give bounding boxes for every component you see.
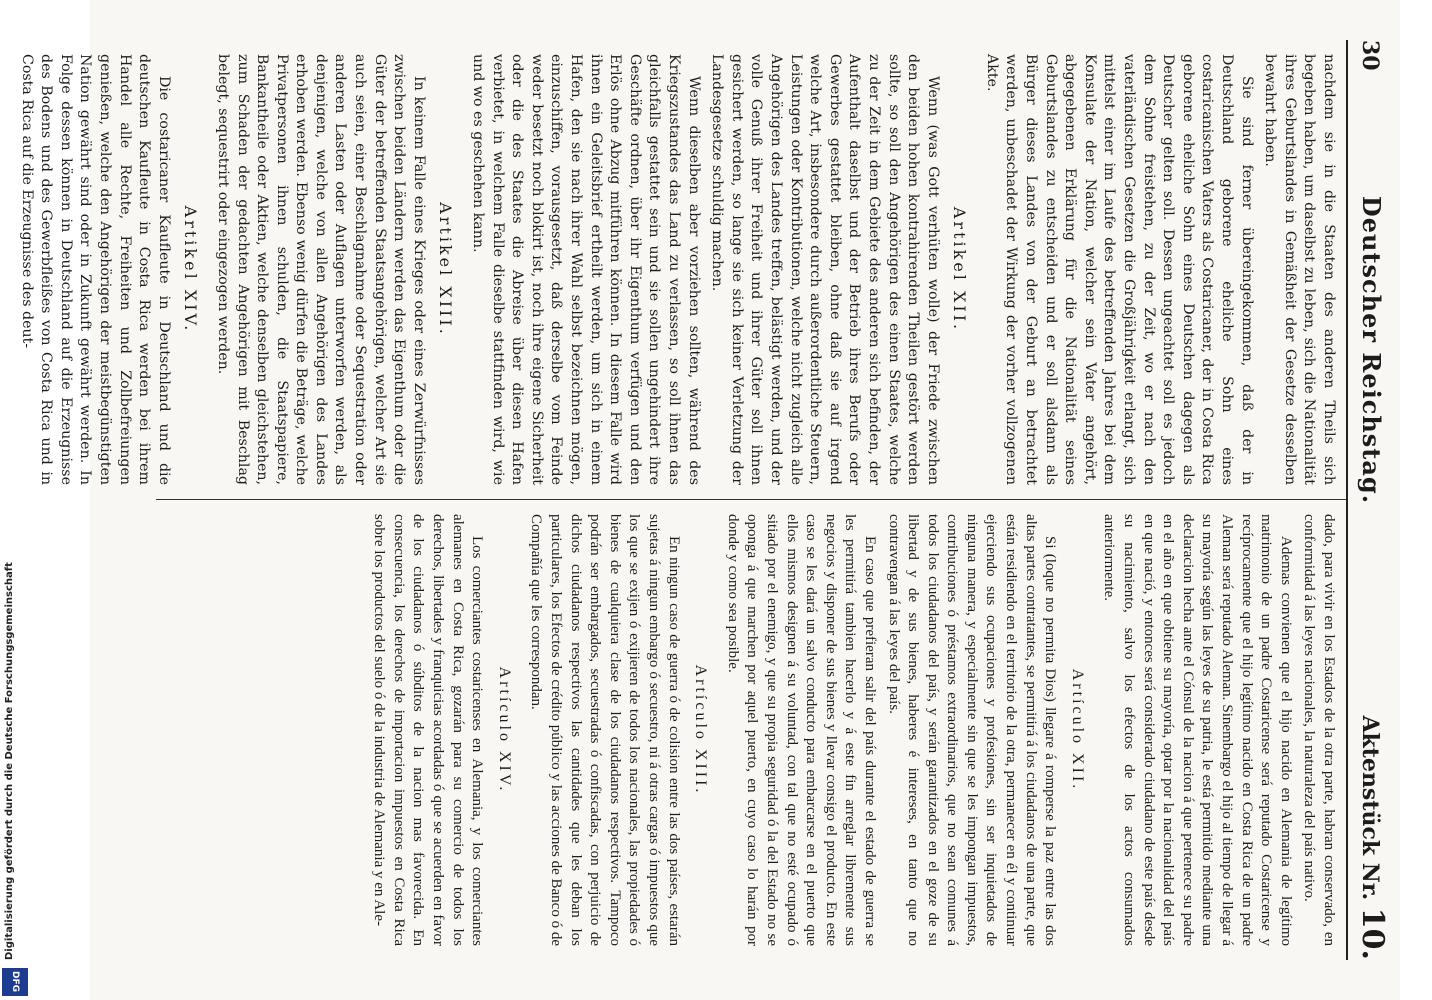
page-title: Deutscher Reichstag. [1357,195,1386,505]
dfg-logo: DFG [2,968,28,996]
page-header [1346,40,1390,960]
german-article-heading: Artikel XII. [950,206,970,333]
german-paragraph: Wenn dieselben aber vorziehen sollten, während des Kriegszustandes das Land zu verlassen, so soll ihnen das gleichfalls gestattet sein und sie sollen ungehindert ihre Geschäfte ordnen, über ihr Eigenthum verfügen und den Erlös ohne Abzug mitführen können. In diesem Falle wird ihnen ein Geleitsbrief ertheilt werden, um sich in einem Hafen, den sie nach ihrer Wahl selbst bezeichnen mögen, einzuschiffen, vorausgesetzt, daß derselbe vom Feinde weder besetzt noch blokirt ist, noch ihre eigene Sicherheit oder die des Staates die Abreise über diesen Hafen verbietet, in welchem Falle dieselbe stattfinden wird, wie und wo es geschehen kann. [470,54,702,485]
text-columns [18,40,1346,960]
german-paragraph: nachdem sie in die Staaten des anderen Theils sich begeben haben, um daselbst zu leben, sich die Nationalität ihres Geburtslandes in Gemäßheit der Gesetze desselben bewahrt haben. [1262,54,1337,485]
document-reference [1355,600,1390,960]
spanish-article-heading: Artículo XII. [1068,668,1086,792]
page-number: 30 [1357,40,1383,71]
document-page [18,0,1400,1000]
german-column [18,40,1346,500]
digitization-credit: Digitalisierung gefördert durch die Deutsche Forschungsgemeinschaft [4,562,15,960]
spanish-paragraph: Los comerciantes costaricenses en Alemania, y los comerciantes alemanes en Costa Rica, gozarán para su comercio de todos los derechos, libertades y franquicias acordadas ó que se acuerden en favor de los ciudadanos ó súbditos de la nacion mas favorecida. En consecuencia, los derechos de importacion impuestos en Costa Rica sobre los productos del suelo ó de la industria de Alemania y en Ale- [371,514,486,946]
spanish-article-heading: Artículo XIV. [495,666,513,794]
spanish-paragraph: Ademas convienen que el hijo nacido en Alemania de legítimo matrimonio de un padre Costaricense será reputado Costaricense y recíprocamente que el hijo legítimo nacido en Costa Rica de un padre Aleman será reputado Aleman. Sinembargo el hijo al tiempo de llegar á su mayoría según las leyes de su patria, le está permitido mediante una declaracion hecha ante el Cónsul de la nacion á que pertenece su padre en el año en que obtiene su mayoría, optar por la nacionalidad del país en que nació, y entonces será considerado ciudadano de este país desde su nacimiento, salvo los efectos de los actos consumados anteriormente. [1101,514,1294,946]
spanish-paragraph: En caso que prefieran salir del país durante el estado de guerra se les permitirá tambien hacerlo y á este fin arreglar libremente sus negocios y disponer de sus bienes y llevar consigo el producto. En este caso se les dará un salvo conducto para embarcarse en el puerto que ellos mismos designen á su voluntad, con tal que no esté ocupado ó sitiado por el enemigo, y que su propia seguridad ó la del Estado no se oponga á que marchen por aquel puerto, en cuyo caso lo harán por donde y como sea posible. [724,514,878,946]
spanish-article-heading: Artículo XIII. [692,664,710,796]
german-paragraph: Die costaricaner Kaufleute in Deutschland und die deutschen Kaufleute in Costa Rica werden bei ihrem Handel alle Rechte, Freiheiten und Zollbefreiungen genießen, welche den Angehörigen der meistbegünstigten Nation gewährt sind oder in Zukunft gewährt werden. In Folge dessen können in Deutschland auf die Erzeugnisse des Bodens und des Gewerbfleißes von Costa Rica und in Costa Rica auf die Erzeugnisse des deut- [18,54,172,485]
spanish-paragraph: En ningun caso de guerra ó de colision entre las dos países, estarán sujetas á ningun embargo ó secuestro, ni á otras cargas ó impuestos que los que se exijen ó exijieren de todos los nacionales, las propiedades ó bienes de cualquiera clase de los ciudadanos respectivos. Tampoco podrán ser embargados, secuestradas ó confiscadas, con perjuicio de dichos ciudadanos respectivos las cantidades que les deban los particulares, los Efectos de crédito público y las acciones de Banco ó de Compañía que les correspondan. [528,514,682,946]
spanish-paragraph: dado, para vivir en los Estados de la otra parte, habran conservado, en conformidad á las leyes nacionales, la naturaleza del país nativo. [1301,514,1337,946]
spanish-paragraph: Si (loque no permita Dios) llegare á romperse la paz entre las dos altas partes contratantes, se permitirá á los ciudadanos de una parte, que están residiendo en el territorio de la otra, permanecer en él y continuar ejerciendo sus ocupaciones y profesiones, sin ser inquietados de ninguna manera, y especialmente sin que se les impongan impuestos, contribuciones ó préstamos extraordinarios, que no sean comunes á todos los ciudadanos del país, y serán garantizados en el goze de su libertad y de sus bienes, haberes é intereses, en tanto que no contravengan á las leyes del país. [885,514,1059,946]
german-article-heading: Artikel XIV. [181,205,201,334]
german-paragraph: In keinem Falle eines Krieges oder eines Zerwürfnisses zwischen beiden Ländern werden das Eigenthum oder die Güter der betreffenden Staatsangehörigen, welcher Art sie auch seien, einer Beschlagnahme oder Sequestration oder anderen Lasten oder Auflagen unterworfen werden, als denjenigen, welche von allen Angehörigen des Landes erhoben werden. Ebenso wenig dürfen die Beträge, welche Privatpersonen ihnen schulden, die Staatspapiere, Bankantheile oder Aktien, welche denselben gleichstehen, zum Schaden der gedachten Angehörigen mit Beschlag belegt, sequestrirt oder eingezogen werden. [214,54,427,485]
document-reference-label: Aktenstück Nr. [1357,715,1383,901]
german-article-heading: Artikel XIII. [436,202,456,337]
document-reference-number: 10. [1355,907,1390,960]
german-paragraph: Wenn (was Gott verhüten wolle) der Friede zwischen den beiden hohen kontrahirenden Theilen gestört werden sollte, so soll den Angehörigen des einen Staates, welche zu der Zeit in dem Gebiete des anderen sich befinden, der Aufenthalt daselbst und der Betrieb ihres Berufs oder Gewerbes gestattet bleiben, ohne daß sie auf irgend welche Art, insbesondere durch außerordentliche Steuern, Leistungen oder Kontributionen, welche nicht zugleich alle Angehörigen des Landes treffen, belästigt werden, und der volle Genuß ihrer Freiheit und ihrer Güter soll ihnen gesichert werden, so lange sie sich keiner Verletzung der Landesgesetze schuldig machen. [709,54,941,485]
spanish-column [156,500,1346,960]
german-paragraph: Sie sind ferner übereingekommen, daß der in Deutschland geborene eheliche Sohn eines costaricanischen Vaters als Costaricaner, der in Costa Rica geborene eheliche Sohn eines Deutschen dagegen als Deutscher gelten soll. Dessen ungeachtet soll es jedoch dem Sohne freistehen, zu der Zeit, wo er nach den vaterländischen Gesetzen die Großjährigkeit erlangt, sich mittelst einer im Laufe des betreffenden Jahres bei dem Konsulate der Nation, welcher sein Vater angehört, abgegebenen Erklärung für die Nationalität seines Geburtslandes zu entscheiden und er soll alsdann als Bürger dieses Landes von der Geburt an betrachtet werden, unbeschadet der Wirkung der vorher vollzogenen Akte. [983,54,1255,485]
